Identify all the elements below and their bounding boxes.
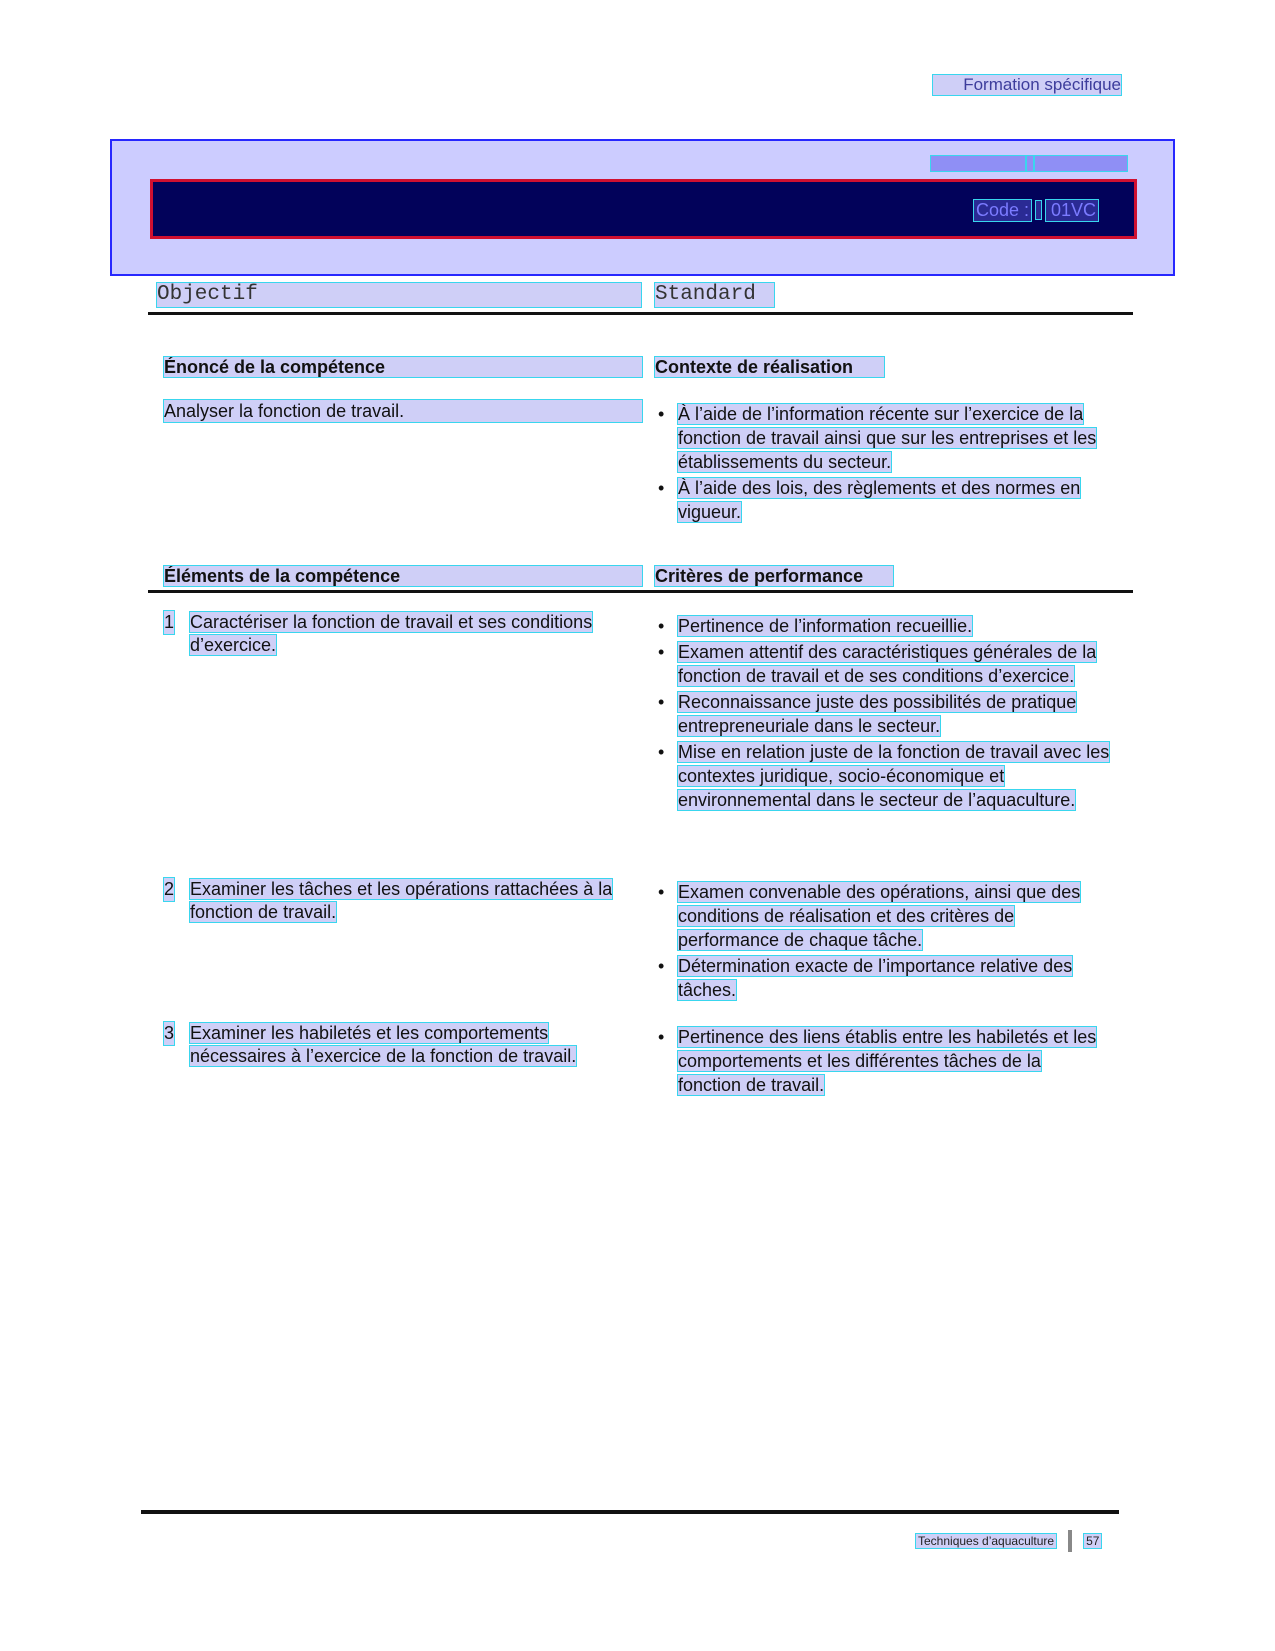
list-item: • Mise en relation juste de la fonction de travail avec les contextes juridique, socio-économique et environnemental dans le secteur de l’aquaculture. bbox=[655, 740, 1113, 812]
element-number: 2 bbox=[164, 879, 175, 899]
criteria-list bbox=[655, 1025, 1107, 1099]
element-number: 1 bbox=[164, 612, 175, 632]
objective-column-label: Objectif bbox=[157, 283, 641, 307]
elements-heading: Éléments de la compétence bbox=[164, 566, 642, 586]
criteres-heading: Critères de performance bbox=[655, 566, 893, 586]
enonce-heading: Énoncé de la compétence bbox=[164, 357, 642, 377]
code-separator bbox=[1035, 200, 1042, 220]
competency-title-bar bbox=[150, 179, 1137, 239]
list-item: • Examen attentif des caractéristiques générales de la fonction de travail et de ses conditions d’exercice. bbox=[655, 640, 1113, 688]
header-meta-divider bbox=[1026, 155, 1034, 172]
list-item: • Détermination exacte de l’importance relative des tâches. bbox=[655, 954, 1107, 1002]
list-item: • Examen convenable des opérations, ainsi que des conditions de réalisation et des critères de performance de chaque tâche. bbox=[655, 880, 1107, 952]
element-item bbox=[164, 611, 642, 657]
header-meta-row bbox=[930, 155, 1128, 172]
element-text: Caractériser la fonction de travail et ses conditions d’exercice. bbox=[190, 612, 593, 655]
contexte-heading: Contexte de réalisation bbox=[655, 357, 884, 377]
footer-rule bbox=[141, 1510, 1119, 1514]
contexte-list bbox=[655, 402, 1125, 526]
section-divider bbox=[148, 312, 1133, 315]
criteria-list bbox=[655, 614, 1113, 814]
footer-program-title: Techniques d’aquaculture bbox=[918, 1534, 1055, 1548]
section-divider bbox=[148, 590, 1133, 593]
list-item: • À l’aide des lois, des règlements et des normes en vigueur. bbox=[655, 476, 1125, 524]
footer-separator bbox=[1068, 1530, 1072, 1552]
page-footer bbox=[916, 1530, 1101, 1552]
element-item bbox=[164, 1022, 642, 1068]
header-meta-cell bbox=[1034, 155, 1128, 172]
list-item: • Pertinence de l’information recueillie. bbox=[655, 614, 1113, 638]
code-label: Code : bbox=[973, 199, 1032, 222]
element-number: 3 bbox=[164, 1023, 175, 1043]
header-meta-cell bbox=[930, 155, 1026, 172]
list-item: • Reconnaissance juste des possibilités de pratique entrepreneuriale dans le secteur. bbox=[655, 690, 1113, 738]
element-text: Examiner les tâches et les opérations rattachées à la fonction de travail. bbox=[190, 879, 613, 922]
competency-header-band bbox=[110, 139, 1175, 276]
page-number: 57 bbox=[1086, 1534, 1100, 1548]
list-item: • À l’aide de l’information récente sur l’exercice de la fonction de travail ainsi que sur les entreprises et les établissements du secteur. bbox=[655, 402, 1125, 474]
element-text: Examiner les habiletés et les comportements nécessaires à l’exercice de la fonction de travail. bbox=[190, 1023, 577, 1066]
standard-column-label: Standard bbox=[655, 283, 774, 307]
code-value: 01VC bbox=[1045, 199, 1099, 222]
section-label: Formation spécifique bbox=[933, 75, 1121, 95]
list-item: • Pertinence des liens établis entre les habiletés et les comportements et les différentes tâches de la fonction de travail. bbox=[655, 1025, 1107, 1097]
element-item bbox=[164, 878, 642, 924]
code-box bbox=[973, 200, 1099, 220]
enonce-text: Analyser la fonction de travail. bbox=[164, 400, 642, 422]
criteria-list bbox=[655, 880, 1107, 1004]
